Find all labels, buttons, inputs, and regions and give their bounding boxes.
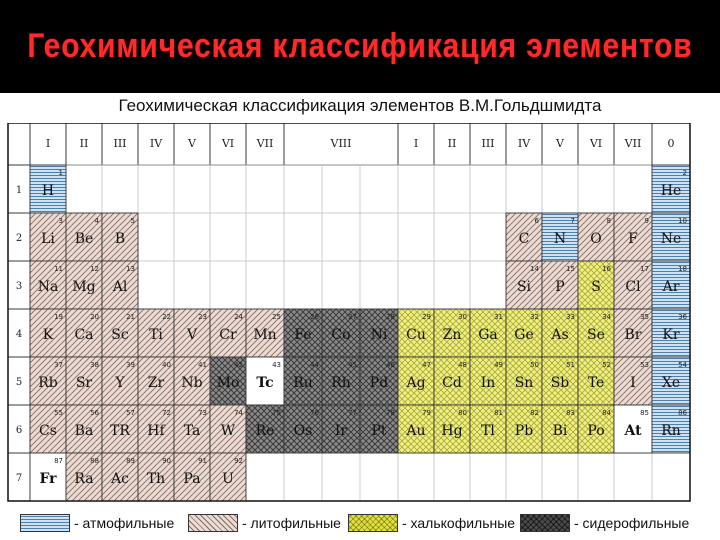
element-symbol: Hf xyxy=(147,423,165,439)
element-number: 35 xyxy=(640,313,649,321)
element-cell-ne xyxy=(652,213,690,261)
element-cell-co xyxy=(322,309,360,357)
element-symbol: Zn xyxy=(442,327,462,343)
element-number: 85 xyxy=(640,409,649,417)
element-number: 32 xyxy=(530,313,539,321)
element-symbol: Ra xyxy=(74,471,94,487)
group-header: VI xyxy=(589,137,603,150)
element-cell-xe xyxy=(652,357,690,405)
element-symbol: Kr xyxy=(662,327,680,343)
element-symbol: Si xyxy=(516,279,532,295)
element-number: 36 xyxy=(678,313,687,321)
element-symbol: Pb xyxy=(514,423,534,439)
element-cell-p xyxy=(542,261,578,309)
element-symbol: Se xyxy=(587,327,605,343)
element-cell-pt xyxy=(360,405,398,453)
element-symbol: Ru xyxy=(293,375,313,391)
legend-label-atmophile: - атмофильные xyxy=(74,515,175,531)
element-symbol: N xyxy=(553,231,567,247)
element-number: 12 xyxy=(90,265,99,273)
element-symbol: Ca xyxy=(74,327,94,343)
element-number: 92 xyxy=(234,457,243,465)
element-cell-cd xyxy=(434,357,470,405)
element-symbol: Fr xyxy=(39,471,57,487)
element-cell-re xyxy=(246,405,284,453)
element-cell-w xyxy=(210,405,246,453)
element-number: 13 xyxy=(126,265,135,273)
element-symbol: Ti xyxy=(149,327,163,343)
element-cell-pa xyxy=(174,453,210,501)
group-header: III xyxy=(113,137,127,150)
element-symbol: H xyxy=(41,183,55,199)
element-number: 83 xyxy=(566,409,575,417)
element-cell-ag xyxy=(398,357,434,405)
element-number: 18 xyxy=(678,265,687,273)
element-symbol: Hg xyxy=(441,423,463,439)
element-number: 25 xyxy=(272,313,281,321)
element-cell-sb xyxy=(542,357,578,405)
element-cell-i xyxy=(614,357,652,405)
element-symbol: Ni xyxy=(370,327,388,343)
element-number: 44 xyxy=(310,361,319,369)
element-number: 2 xyxy=(682,169,687,177)
element-number: 26 xyxy=(310,313,319,321)
legend-item-siderophile xyxy=(520,514,689,532)
element-number: 88 xyxy=(90,457,99,465)
element-symbol: At xyxy=(624,423,642,439)
element-symbol: Rb xyxy=(38,375,58,391)
legend-label-siderophile: - сидерофильные xyxy=(574,515,690,531)
element-number: 81 xyxy=(494,409,503,417)
element-number: 29 xyxy=(422,313,431,321)
element-number: 55 xyxy=(54,409,63,417)
lithophile-swatch xyxy=(188,514,238,532)
element-cell-ba xyxy=(66,405,102,453)
element-symbol: Mo xyxy=(216,375,240,391)
element-symbol: Zr xyxy=(147,375,165,391)
element-cell-sc xyxy=(102,309,138,357)
element-symbol: P xyxy=(555,279,565,295)
element-symbol: C xyxy=(518,231,530,247)
element-symbol: Y xyxy=(115,375,125,391)
element-cell-cs xyxy=(30,405,66,453)
element-number: 5 xyxy=(130,217,135,225)
element-symbol: Na xyxy=(37,279,59,295)
periodic-table xyxy=(0,123,712,505)
period-label: 4 xyxy=(15,329,23,340)
element-symbol: Tc xyxy=(256,375,274,391)
element-cell-br xyxy=(614,309,652,357)
element-symbol: O xyxy=(590,231,602,247)
element-cell-zn xyxy=(434,309,470,357)
element-symbol: U xyxy=(222,471,234,487)
element-number: 31 xyxy=(494,313,503,321)
element-cell-fe xyxy=(284,309,322,357)
element-symbol: Sc xyxy=(111,327,129,343)
element-number: 7 xyxy=(570,217,575,225)
element-number: 75 xyxy=(272,409,281,417)
element-number: 84 xyxy=(602,409,611,417)
element-number: 37 xyxy=(54,361,63,369)
group-header: I xyxy=(413,137,419,150)
element-symbol: Li xyxy=(41,231,55,247)
element-cell-ti xyxy=(138,309,174,357)
element-number: 16 xyxy=(602,265,611,273)
element-number: 90 xyxy=(162,457,171,465)
element-cell-ta xyxy=(174,405,210,453)
element-cell-th xyxy=(138,453,174,501)
element-number: 72 xyxy=(162,409,171,417)
element-cell-at xyxy=(614,405,652,453)
element-cell-cu xyxy=(398,309,434,357)
group-header: II xyxy=(447,137,457,150)
element-cell-k xyxy=(30,309,66,357)
element-number: 11 xyxy=(54,265,63,273)
element-cell-c xyxy=(506,213,542,261)
element-cell-s xyxy=(578,261,614,309)
element-cell-nb xyxy=(174,357,210,405)
element-symbol: Nb xyxy=(181,375,203,391)
element-symbol: Rn xyxy=(661,423,681,439)
element-cell-mn xyxy=(246,309,284,357)
element-number: 86 xyxy=(678,409,687,417)
element-cell-h xyxy=(30,165,66,213)
element-symbol: Ge xyxy=(514,327,534,343)
element-cell-sn xyxy=(506,357,542,405)
group-header: I xyxy=(45,137,51,150)
element-number: 33 xyxy=(566,313,575,321)
element-number: 15 xyxy=(566,265,575,273)
element-number: 22 xyxy=(162,313,171,321)
element-cell-tl xyxy=(470,405,506,453)
element-number: 74 xyxy=(234,409,243,417)
element-number: 78 xyxy=(386,409,395,417)
atmophile-swatch xyxy=(20,514,70,532)
element-number: 20 xyxy=(90,313,99,321)
element-number: 51 xyxy=(566,361,575,369)
element-cell-ar xyxy=(652,261,690,309)
element-number: 17 xyxy=(640,265,649,273)
element-symbol: Po xyxy=(587,423,605,439)
element-cell-sr xyxy=(66,357,102,405)
element-symbol: I xyxy=(630,375,636,391)
element-number: 91 xyxy=(198,457,207,465)
element-cell-rb xyxy=(30,357,66,405)
element-symbol: Pt xyxy=(371,423,387,439)
element-cell-pb xyxy=(506,405,542,453)
siderophile-swatch xyxy=(520,514,570,532)
element-cell-hf xyxy=(138,405,174,453)
element-symbol: S xyxy=(591,279,601,295)
element-number: 49 xyxy=(494,361,503,369)
group-header: IV xyxy=(517,137,531,150)
element-cell-ni xyxy=(360,309,398,357)
element-number: 21 xyxy=(126,313,135,321)
element-cell-be xyxy=(66,213,102,261)
period-label: 6 xyxy=(15,425,23,436)
legend xyxy=(0,510,720,538)
element-cell-ac xyxy=(102,453,138,501)
element-symbol: Ga xyxy=(478,327,498,343)
group-header: V xyxy=(188,137,196,150)
element-symbol: Pd xyxy=(369,375,389,391)
element-cell-o xyxy=(578,213,614,261)
legend-item-lithophile xyxy=(188,514,341,532)
element-number: 4 xyxy=(94,217,99,225)
title-banner xyxy=(0,0,720,93)
element-symbol: Te xyxy=(587,375,605,391)
element-symbol: Al xyxy=(112,279,128,295)
element-cell-au xyxy=(398,405,434,453)
element-number: 77 xyxy=(348,409,357,417)
element-number: 28 xyxy=(386,313,395,321)
element-cell-f xyxy=(614,213,652,261)
element-symbol: B xyxy=(114,231,126,247)
element-symbol: Ne xyxy=(660,231,682,247)
group-header: VIII xyxy=(330,137,352,150)
element-cell-he xyxy=(652,165,690,213)
element-cell-fr xyxy=(30,453,66,501)
element-number: 23 xyxy=(198,313,207,321)
element-cell-as xyxy=(542,309,578,357)
element-cell-cr xyxy=(210,309,246,357)
element-symbol: Sn xyxy=(514,375,534,391)
element-symbol: Be xyxy=(74,231,94,247)
element-symbol: Sb xyxy=(550,375,570,391)
element-symbol: Ar xyxy=(662,279,680,295)
element-cell-ru xyxy=(284,357,322,405)
element-symbol: Mg xyxy=(72,279,96,295)
legend-item-chalcophile xyxy=(348,514,515,532)
group-header: III xyxy=(481,137,495,150)
element-cell-cl xyxy=(614,261,652,309)
element-number: 48 xyxy=(458,361,467,369)
element-cell-kr xyxy=(652,309,690,357)
element-cell-mo xyxy=(210,357,246,405)
banner-title: Геохимическая классификация элементов xyxy=(27,27,693,65)
element-number: 80 xyxy=(458,409,467,417)
element-number: 76 xyxy=(310,409,319,417)
element-symbol: Os xyxy=(293,423,313,439)
element-cell-ga xyxy=(470,309,506,357)
element-number: 6 xyxy=(534,217,539,225)
element-symbol: Th xyxy=(146,471,166,487)
element-number: 82 xyxy=(530,409,539,417)
element-number: 1 xyxy=(58,169,63,177)
element-cell-ir xyxy=(322,405,360,453)
element-number: 9 xyxy=(644,217,649,225)
element-symbol: Cu xyxy=(406,327,426,343)
element-number: 27 xyxy=(348,313,357,321)
element-number: 73 xyxy=(198,409,207,417)
element-number: 50 xyxy=(530,361,539,369)
element-number: 34 xyxy=(602,313,611,321)
element-number: 46 xyxy=(386,361,395,369)
element-symbol: Cd xyxy=(442,375,462,391)
group-header: VII xyxy=(256,137,274,150)
element-symbol: Cl xyxy=(625,279,641,295)
element-symbol: Au xyxy=(406,423,426,439)
element-cell-li xyxy=(30,213,66,261)
element-cell-se xyxy=(578,309,614,357)
element-number: 10 xyxy=(678,217,687,225)
element-symbol: W xyxy=(220,423,236,439)
element-number: 45 xyxy=(348,361,357,369)
element-number: 54 xyxy=(678,361,687,369)
element-cell-n xyxy=(542,213,578,261)
element-number: 3 xyxy=(58,217,63,225)
element-symbol: Tl xyxy=(481,423,495,439)
element-symbol: V xyxy=(186,327,198,343)
element-number: 56 xyxy=(90,409,99,417)
element-symbol: Ac xyxy=(111,471,129,487)
element-cell-rh xyxy=(322,357,360,405)
element-cell-v xyxy=(174,309,210,357)
element-symbol: F xyxy=(628,231,638,247)
element-cell-os xyxy=(284,405,322,453)
element-cell-bi xyxy=(542,405,578,453)
element-symbol: Co xyxy=(331,327,351,343)
element-number: 39 xyxy=(126,361,135,369)
element-cell-ge xyxy=(506,309,542,357)
element-symbol: He xyxy=(660,183,682,199)
element-number: 30 xyxy=(458,313,467,321)
element-symbol: Br xyxy=(624,327,642,343)
group-header: VII xyxy=(624,137,642,150)
element-symbol: In xyxy=(480,375,496,391)
element-cell-tr xyxy=(102,405,138,453)
element-cell-ra xyxy=(66,453,102,501)
table-subtitle: Геохимическая классификация элементов В.М.Гольдшмидта xyxy=(118,96,602,115)
element-number: 40 xyxy=(162,361,171,369)
element-symbol: Bi xyxy=(552,423,568,439)
element-cell-in xyxy=(470,357,506,405)
period-label: 7 xyxy=(15,473,23,484)
element-number: 8 xyxy=(606,217,611,225)
group-header: 0 xyxy=(667,137,675,150)
element-cell-hg xyxy=(434,405,470,453)
element-number: 19 xyxy=(54,313,63,321)
element-symbol: TR xyxy=(110,423,130,439)
element-symbol: Xe xyxy=(661,375,681,391)
element-symbol: Ir xyxy=(334,423,348,439)
element-cell-te xyxy=(578,357,614,405)
element-symbol: Ba xyxy=(74,423,94,439)
element-number: 57 xyxy=(126,409,135,417)
element-number: 24 xyxy=(234,313,243,321)
element-symbol: Rh xyxy=(331,375,351,391)
element-symbol: Ta xyxy=(183,423,201,439)
period-label: 5 xyxy=(15,377,23,388)
element-symbol: Re xyxy=(255,423,275,439)
element-cell-mg xyxy=(66,261,102,309)
element-number: 53 xyxy=(640,361,649,369)
element-number: 79 xyxy=(422,409,431,417)
group-header: VI xyxy=(221,137,235,150)
element-cell-rn xyxy=(652,405,690,453)
legend-label-chalcophile: - халькофильные xyxy=(402,515,516,531)
group-header: II xyxy=(79,137,89,150)
element-symbol: Pa xyxy=(183,471,201,487)
element-number: 87 xyxy=(54,457,63,465)
element-number: 42 xyxy=(234,361,243,369)
element-cell-b xyxy=(102,213,138,261)
chalcophile-swatch xyxy=(348,514,398,532)
element-symbol: Cr xyxy=(219,327,237,343)
element-number: 41 xyxy=(198,361,207,369)
element-symbol: Cs xyxy=(39,423,57,439)
period-label: 1 xyxy=(15,185,23,196)
element-number: 38 xyxy=(90,361,99,369)
element-cell-u xyxy=(210,453,246,501)
element-number: 89 xyxy=(126,457,135,465)
element-number: 43 xyxy=(272,361,281,369)
group-header: IV xyxy=(149,137,163,150)
element-number: 14 xyxy=(530,265,539,273)
element-symbol: Mn xyxy=(253,327,277,343)
element-cell-pd xyxy=(360,357,398,405)
element-cell-na xyxy=(30,261,66,309)
element-symbol: Sr xyxy=(75,375,93,391)
element-symbol: As xyxy=(551,327,569,343)
element-cell-ca xyxy=(66,309,102,357)
period-label: 3 xyxy=(15,281,23,292)
element-cell-si xyxy=(506,261,542,309)
legend-label-lithophile: - литофильные xyxy=(242,515,341,531)
element-cell-y xyxy=(102,357,138,405)
period-label: 2 xyxy=(15,233,23,244)
element-cell-tc xyxy=(246,357,284,405)
element-cell-al xyxy=(102,261,138,309)
element-cell-zr xyxy=(138,357,174,405)
element-cell-po xyxy=(578,405,614,453)
group-header: V xyxy=(556,137,564,150)
legend-item-atmophile xyxy=(20,514,174,532)
element-number: 52 xyxy=(602,361,611,369)
element-symbol: K xyxy=(42,327,54,343)
element-number: 47 xyxy=(422,361,431,369)
element-symbol: Ag xyxy=(406,375,426,391)
element-symbol: Fe xyxy=(294,327,312,343)
